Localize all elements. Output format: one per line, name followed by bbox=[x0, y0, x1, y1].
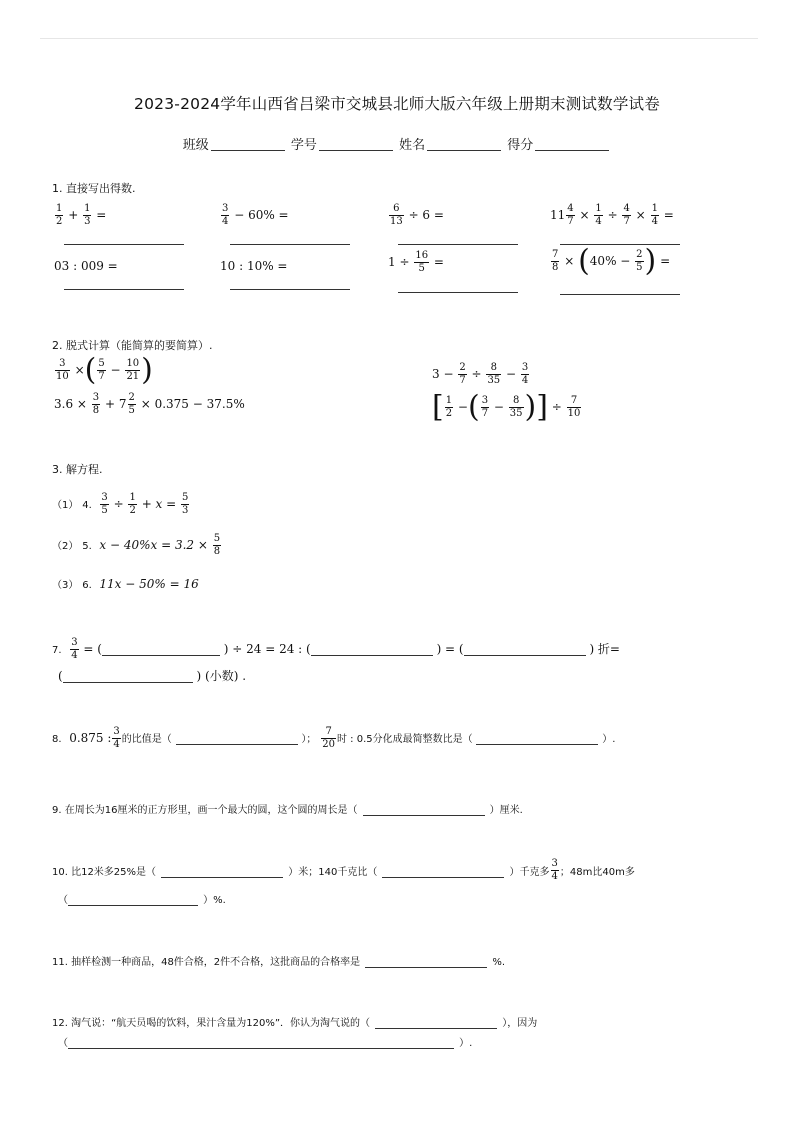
q1-answer-c[interactable] bbox=[398, 244, 518, 245]
q10-blank-1[interactable] bbox=[161, 865, 283, 878]
q1-item-g: 1 ÷ $\frac{16}{5}$ = bbox=[388, 250, 444, 274]
q2-item-c: 3 − $\frac{2}{7}$ ÷ $\frac{8}{35}$ − $\frac{3}{4}$ bbox=[432, 362, 529, 386]
q1-answer-a[interactable] bbox=[64, 244, 184, 245]
name-label: 姓名 bbox=[399, 138, 426, 153]
q2-label: 2. 脱式计算（能简算的要简算）. bbox=[52, 339, 213, 352]
q10-line-1: 10. 比12米多25%是（ ）米；140千克比（ ）千克多 $\frac{3}{4}$ ；48m比40m多 bbox=[52, 858, 635, 882]
class-blank[interactable] bbox=[211, 138, 285, 151]
q8-line: 8. 0.875 : $\frac{3}{4}$ 的比值是（ ）； $\frac{7}{20}$ 时 : 0.5分化成最简整数比是（ ）. bbox=[52, 726, 616, 750]
q1-item-c: $\frac{6}{13}$ ÷ 6 = bbox=[390, 203, 444, 227]
q12-blank-2[interactable] bbox=[68, 1036, 454, 1049]
q9-line: 9. 在周长为16厘米的正方形里，画一个最大的圆，这个圆的周长是（ ）厘米. bbox=[52, 805, 523, 816]
q1-answer-f[interactable] bbox=[230, 289, 350, 290]
q7-line-1: 7. $\frac{3}{4}$ = ( ) ÷ 24 = 24 : ( ) = ( ) 折= bbox=[52, 637, 620, 661]
number-label: 学号 bbox=[290, 138, 317, 153]
header-rule bbox=[40, 38, 758, 39]
q8-blank-1[interactable] bbox=[176, 732, 298, 745]
q8-blank-2[interactable] bbox=[476, 732, 598, 745]
q1-answer-b[interactable] bbox=[230, 244, 350, 245]
q7-blank-3[interactable] bbox=[464, 643, 586, 656]
q11-line: 11. 抽样检测一种商品，48件合格，2件不合格，这批商品的合格率是 %. bbox=[52, 957, 506, 968]
score-label: 得分 bbox=[507, 138, 534, 153]
q3-equation-3: （3） 6. 11x − 50% = 16 bbox=[52, 577, 199, 591]
q2-item-d: [ $\frac{1}{2}$ −( $\frac{3}{7}$ − $\frac{8}{35}$ )] ÷ $\frac{7}{10}$ bbox=[432, 389, 581, 425]
q3-label: 3. 解方程. bbox=[52, 463, 103, 476]
q1-answer-e[interactable] bbox=[64, 289, 184, 290]
q7-blank-4[interactable] bbox=[63, 670, 193, 683]
q3-equation-1: （1） 4. $\frac{3}{5}$ ÷ $\frac{1}{2}$ + x = $\frac{5}{3}$ bbox=[52, 492, 189, 516]
q12-blank-1[interactable] bbox=[375, 1016, 497, 1029]
q10-line-2: （ ）%. bbox=[58, 895, 226, 906]
q12-line-2: （ ）. bbox=[58, 1038, 473, 1049]
q2-item-a: $\frac{3}{10}$ ×( $\frac{5}{7}$ − $\frac{10}{21}$ ) bbox=[56, 352, 153, 388]
q12-line-1: 12. 淘气说：“航天员喝的饮料，果汁含量为120%”．你认为淘气说的（ ），因为 bbox=[52, 1018, 538, 1029]
q1-answer-h[interactable] bbox=[560, 294, 680, 295]
score-blank[interactable] bbox=[535, 138, 609, 151]
q1-item-f: 10 : 10% = bbox=[220, 259, 288, 273]
q1-item-a: $\frac{1}{2}$ + $\frac{1}{3}$ = bbox=[56, 203, 107, 227]
q2-item-b: 3.6 × $\frac{3}{8}$ + 7 $\frac{2}{5}$ × 0.375 − 37.5% bbox=[54, 392, 245, 416]
q7-blank-2[interactable] bbox=[311, 643, 433, 656]
number-blank[interactable] bbox=[319, 138, 393, 151]
student-info-line bbox=[0, 134, 794, 153]
class-label: 班级 bbox=[182, 138, 209, 153]
q1-item-d: 11 $\frac{4}{7}$ × $\frac{1}{4}$ ÷ $\frac{4}{7}$ × $\frac{1}{4}$ = bbox=[550, 203, 674, 227]
page-title: 2023-2024学年山西省吕梁市交城县北师大版六年级上册期末测试数学试卷 bbox=[134, 95, 660, 113]
q10-blank-3[interactable] bbox=[68, 893, 198, 906]
q10-blank-2[interactable] bbox=[382, 865, 504, 878]
q1-answer-g[interactable] bbox=[398, 292, 518, 293]
q11-blank[interactable] bbox=[365, 955, 487, 968]
q7-blank-1[interactable] bbox=[102, 643, 220, 656]
name-blank[interactable] bbox=[427, 138, 501, 151]
q9-blank[interactable] bbox=[363, 803, 485, 816]
q1-item-e: 03 : 009 = bbox=[54, 259, 118, 273]
q7-line-2: ( ) (小数) . bbox=[58, 669, 247, 683]
q1-label: 1. 直接写出得数. bbox=[52, 182, 136, 195]
q1-item-h: $\frac{7}{8}$ × (40% − $\frac{2}{5}$ ) = bbox=[552, 243, 671, 279]
q1-item-b: $\frac{3}{4}$ − 60% = bbox=[222, 203, 289, 227]
q3-equation-2: （2） 5. x − 40%x = 3.2 × $\frac{5}{8}$ bbox=[52, 533, 221, 557]
